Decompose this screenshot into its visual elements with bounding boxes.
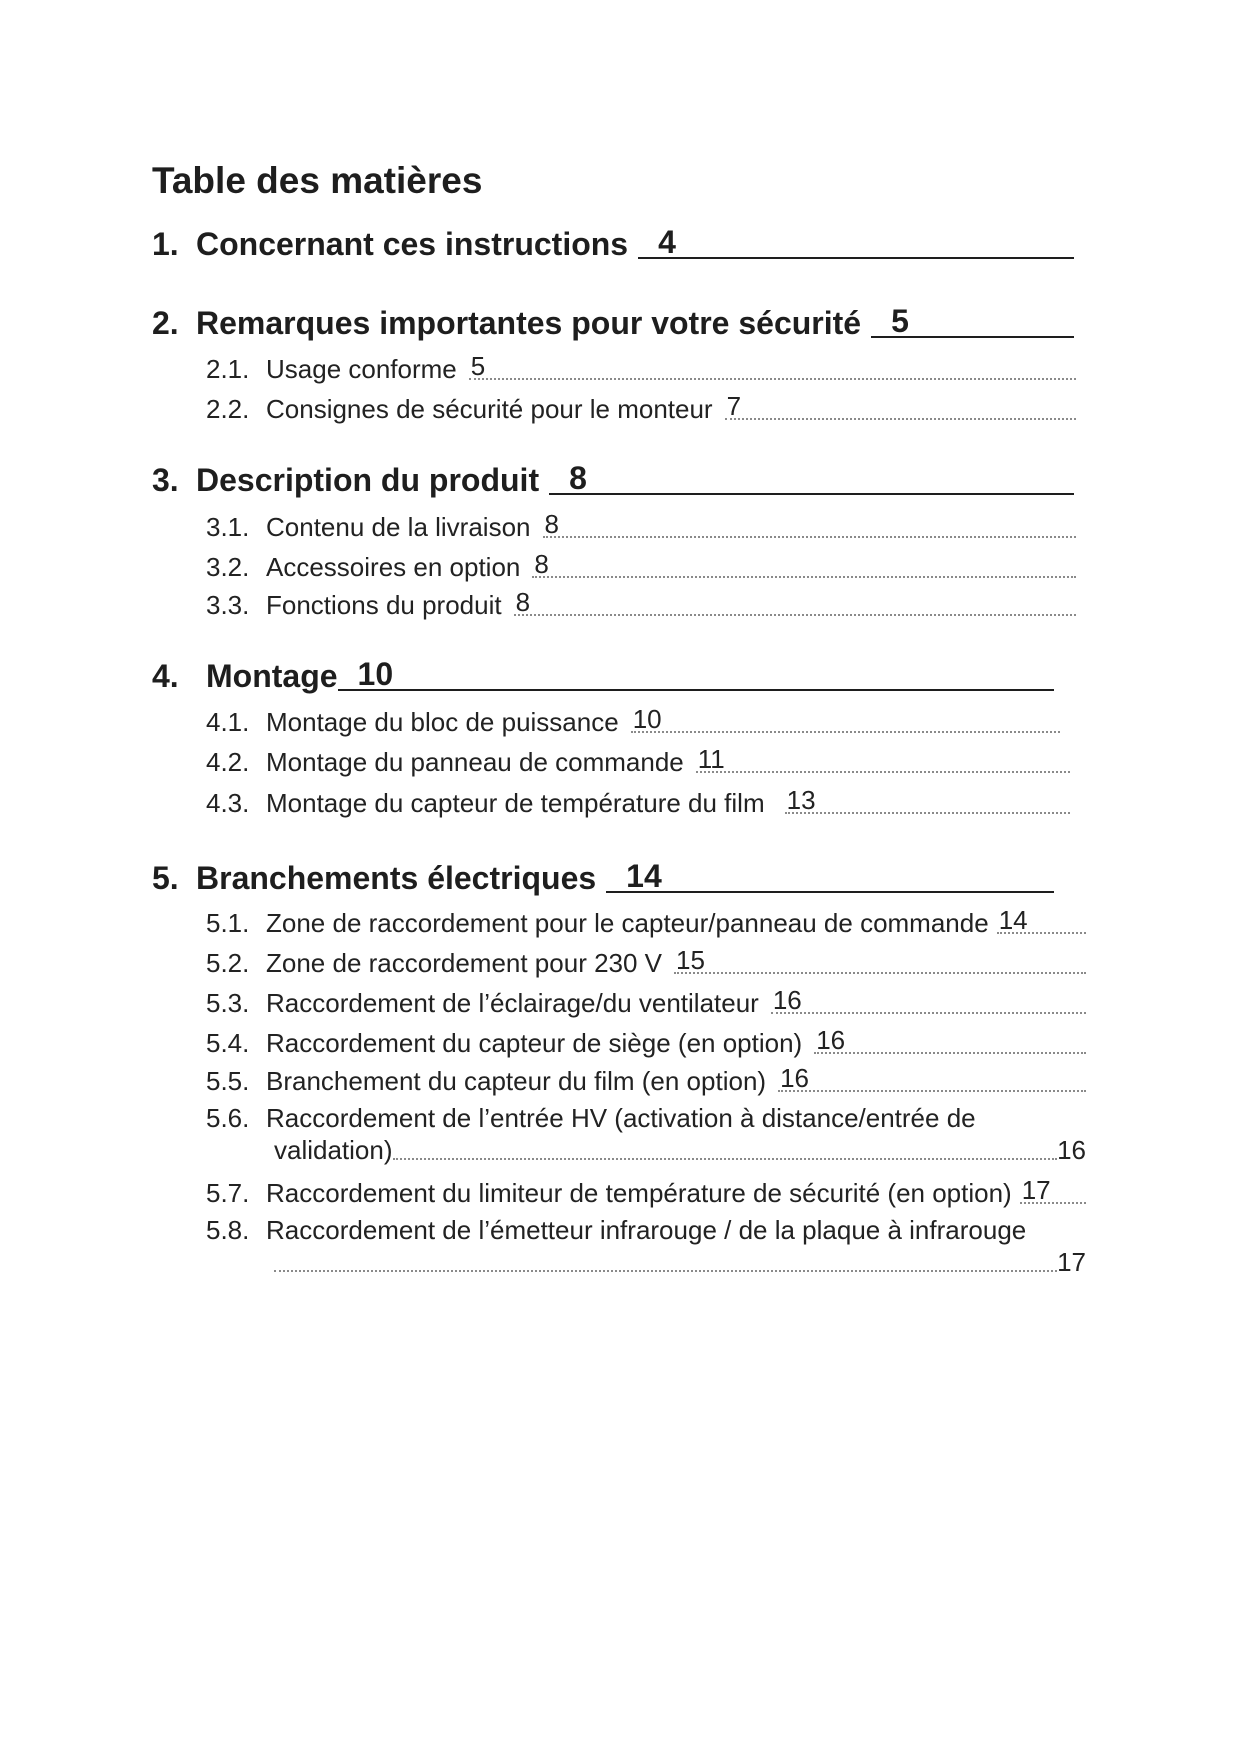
subsection-title: Fonctions du produit [266, 590, 502, 620]
subsection-page: 13 [786, 785, 816, 815]
dotted-leader [725, 391, 1076, 421]
subsection-title: Consignes de sécurité pour le monteur [266, 394, 713, 424]
section-page: 10 [357, 656, 394, 692]
solid-leader [549, 460, 1074, 496]
toc-subsection-2-2[interactable] [206, 391, 1076, 424]
subsection-title: Usage conforme [266, 354, 457, 384]
subsection-number: 3.1. [206, 512, 250, 542]
subsection-title: Branchement du capteur du film (en option) [266, 1066, 767, 1096]
section-number: 4. [152, 658, 179, 694]
subsection-page: 17 [1021, 1175, 1051, 1205]
subsection-page: 8 [515, 587, 531, 617]
section-page: 5 [891, 303, 909, 339]
subsection-number: 5.6. [206, 1103, 250, 1133]
toc-subsection-5-3[interactable] [206, 985, 1086, 1018]
subsection-title: Accessoires en option [266, 552, 521, 582]
subsection-page: 8 [544, 509, 559, 539]
subsection-number: 2.2. [206, 394, 250, 424]
subsection-page: 16 [772, 985, 802, 1015]
subsection-number: 5.2. [206, 948, 250, 978]
section-title: Remarques importantes pour votre sécurité [196, 305, 862, 341]
subsection-number: 5.1. [206, 908, 250, 938]
section-number: 1. [152, 226, 179, 262]
subsection-number: 3.3. [206, 590, 250, 620]
toc-subsection-5-4[interactable] [206, 1025, 1086, 1058]
dotted-leader [631, 704, 1060, 734]
subsection-title: Raccordement de l’émetteur infrarouge / de la plaque à infrarouge [266, 1215, 1027, 1245]
subsection-title: Raccordement de l’éclairage/du ventilateur [266, 988, 759, 1018]
subsection-number: 5.3. [206, 988, 250, 1018]
section-title: Concernant ces instructions [196, 226, 629, 262]
subsection-title: Raccordement du capteur de siège (en option) [266, 1028, 803, 1058]
toc-subsection-5-6[interactable] [206, 1102, 1086, 1166]
subsection-page: 15 [676, 945, 705, 975]
dotted-leader [997, 905, 1086, 935]
subsection-page: 16 [780, 1063, 809, 1093]
subsection-page: 5 [470, 351, 486, 381]
section-page: 8 [569, 460, 587, 496]
toc-subsection-3-3[interactable] [206, 587, 1076, 620]
subsection-number: 4.3. [206, 788, 250, 818]
dotted-leader [674, 945, 1086, 975]
subsection-number: 3.2. [206, 552, 250, 582]
subsection-page: 10 [632, 704, 662, 734]
section-number: 5. [152, 860, 179, 896]
subsection-title: Montage du capteur de température du film [266, 788, 765, 818]
subsection-number: 4.2. [206, 747, 250, 777]
toc-subsection-5-1[interactable] [206, 905, 1086, 938]
subsection-title: Raccordement de l’entrée HV (activation à distance/entrée de [266, 1103, 976, 1133]
subsection-title: Montage du bloc de puissance [266, 707, 619, 737]
toc-subsection-4-3[interactable] [206, 785, 1070, 818]
subsection-page: 7 [726, 391, 742, 421]
toc-section-2[interactable] [152, 305, 1074, 341]
toc-section-4[interactable] [152, 658, 1054, 694]
subsection-page: 16 [1057, 1135, 1086, 1165]
subsection-page: 14 [998, 905, 1028, 935]
subsection-title-continued: validation) [274, 1135, 393, 1165]
section-page: 4 [658, 224, 676, 260]
toc-subsection-2-1[interactable] [206, 351, 1076, 384]
toc-subsection-5-8[interactable] [206, 1214, 1086, 1278]
subsection-page: 17 [1057, 1247, 1086, 1277]
subsection-page: 16 [816, 1025, 846, 1055]
section-title: Branchements électriques [196, 860, 597, 896]
subsection-title: Zone de raccordement pour 230 V [266, 948, 663, 978]
dotted-leader [785, 785, 1070, 815]
section-number: 2. [152, 305, 179, 341]
toc-subsection-5-7[interactable] [206, 1175, 1086, 1208]
solid-leader [638, 224, 1074, 260]
subsection-number: 5.7. [206, 1178, 250, 1208]
toc-subsection-3-1[interactable] [206, 509, 1076, 542]
subsection-number: 2.1. [206, 354, 250, 384]
dotted-leader [1020, 1175, 1086, 1205]
dotted-leader [393, 1158, 1058, 1160]
subsection-title: Zone de raccordement pour le capteur/panneau de commande [266, 908, 989, 938]
subsection-number: 5.5. [206, 1066, 250, 1096]
toc-subsection-4-1[interactable] [206, 704, 1060, 737]
dotted-leader [532, 549, 1076, 579]
subsection-number: 4.1. [206, 707, 250, 737]
toc-section-1[interactable] [152, 226, 1074, 262]
section-title: Description du produit [196, 462, 540, 498]
subsection-title: Contenu de la livraison [266, 512, 531, 542]
subsection-page: 11 [697, 744, 725, 774]
section-page: 14 [626, 858, 662, 894]
subsection-number: 5.4. [206, 1028, 250, 1058]
page-title: Table des matières [152, 160, 483, 201]
subsection-title: Raccordement du limiteur de température de sécurité (en option) [266, 1178, 1012, 1208]
dotted-leader [696, 744, 1070, 774]
toc-subsection-5-5[interactable] [206, 1063, 1086, 1096]
toc-subsection-3-2[interactable] [206, 549, 1076, 582]
solid-leader [338, 656, 1054, 692]
dotted-leader [514, 587, 1076, 617]
solid-leader [606, 858, 1054, 894]
dotted-leader [778, 1063, 1086, 1093]
toc-subsection-5-2[interactable] [206, 945, 1086, 978]
dotted-leader [771, 985, 1086, 1015]
section-title: Montage [206, 658, 338, 694]
subsection-page: 8 [534, 549, 549, 579]
subsection-title: Montage du panneau de commande [266, 747, 684, 777]
dotted-leader [274, 1270, 1057, 1272]
toc-section-5[interactable] [152, 860, 1054, 896]
dotted-leader [814, 1025, 1086, 1055]
toc-section-3[interactable] [152, 462, 1074, 498]
toc-subsection-4-2[interactable] [206, 744, 1070, 777]
dotted-leader [469, 351, 1076, 381]
solid-leader [871, 303, 1074, 339]
dotted-leader [543, 509, 1077, 539]
section-number: 3. [152, 462, 179, 498]
subsection-number: 5.8. [206, 1215, 250, 1245]
